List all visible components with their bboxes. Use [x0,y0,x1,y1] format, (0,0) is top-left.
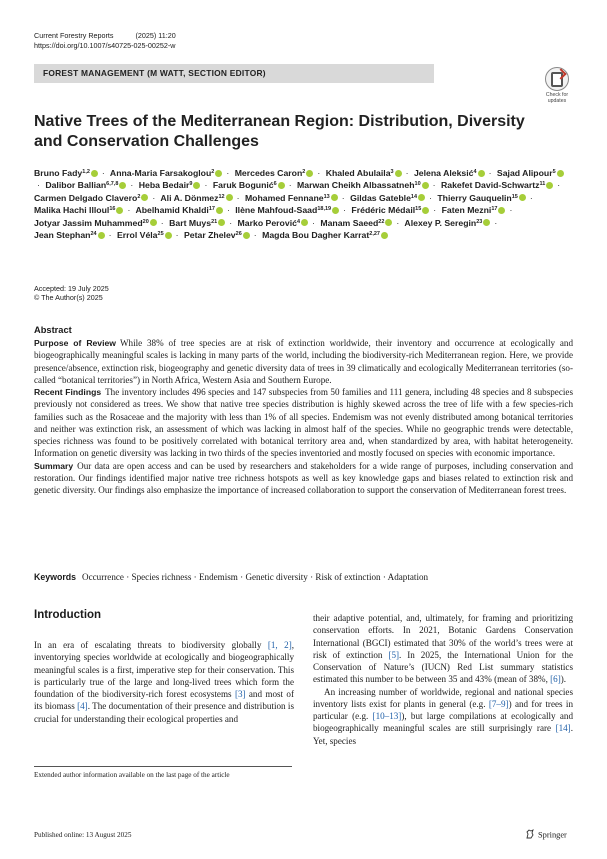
citation-link[interactable]: [7–9] [488,698,509,709]
publisher-name: Springer [538,830,567,840]
author[interactable]: Petar Zhelev$^{26}$ [184,230,251,240]
intro-paragraph-1-cont: their adaptive potential, and, ultimately, for framing and prioritizing conservation efforts. In 2021, Botanic Gardens Conservation International (BGCI) estimated that 30% of the world’s trees were at risk of extinction [5]. In 2025, the International Union for the Conservation of Nature’s (IUCN) Red List summary statistics estimated this number to be between 35 and 43% (mean of 38%, [6]). [313,613,574,685]
orcid-icon[interactable] [418,194,425,201]
check-updates-icon [545,67,569,91]
springer-horse-icon [525,829,535,839]
citation-link[interactable]: [14] [555,723,571,734]
orcid-icon[interactable] [478,170,485,177]
orcid-icon[interactable] [215,170,222,177]
author[interactable]: Jotyar Jassim Muhammed$^{20}$ [34,218,158,228]
orcid-icon[interactable] [278,182,285,189]
keywords-list: Occurrence · Species richness · Endemism · Genetic diversity · Risk of extinction · Adaptation [82,572,429,582]
keyword: Risk of extinction [315,572,381,582]
orcid-icon[interactable] [557,170,564,177]
publisher-logo [525,829,567,840]
intro-paragraph-1: In an era of escalating threats to biodiversity globally [1, 2], inventorying species worldwide at ecologically and biogeographically meaningful scales is a first, imperative step for their conservation. This is particularly true of the large and long-lived trees which form the foundation of the biodiversity-rich forest ecosystems [3] and most of its biomass [4]. The documentation of their presence and distribution is crucial for understanding their ecological properties and [34,640,295,724]
abstract-body [34,337,573,496]
author[interactable]: Mercedes Caron$^2$ [235,168,315,178]
author[interactable]: Thierry Gauquelin$^{15}$ [437,193,526,203]
check-updates-label: Check for updates [545,92,569,104]
author[interactable]: Malika Hachi Illoul$^{16}$ [34,205,124,215]
author[interactable]: Gildas Gateble$^{14}$ [350,193,426,203]
citation-link[interactable]: [3] [234,689,246,699]
orcid-icon[interactable] [331,194,338,201]
orcid-icon[interactable] [116,207,123,214]
orcid-icon[interactable] [306,170,313,177]
orcid-icon[interactable] [226,194,233,201]
orcid-icon[interactable] [216,207,223,214]
orcid-icon[interactable] [498,207,505,214]
author[interactable]: Jean Stephan$^{24}$ [34,230,106,240]
footnote-rule [34,766,292,767]
keyword: Genetic diversity [245,572,308,582]
orcid-icon[interactable] [422,207,429,214]
author[interactable]: Heba Bedair$^9$ [139,180,202,190]
author[interactable]: Alexey P. Seregin$^{23}$ [404,218,491,228]
author[interactable]: Anna-Maria Farsakoglou$^2$ [110,168,223,178]
article-dates [34,284,109,303]
journal-volume: (2025) 11:20 [135,31,176,40]
author-list: Bruno Fady$^{1,2}$ · Anna-Maria Farsakoglou$^2$ · Mercedes Caron$^2$ · Khaled Abulaila$^3$ · Jelena Aleksić$^4$ · Sajad Alipour$^5$· Dalibor Ballian$^{6,7,8}$ · Heba Bedair$^9$ · Faruk Bogunić$^6$ · Marwan Cheikh Albassatneh$^{10}$ · Rakefet David-Schwartz$^{11}$ · Carmen Delgado Clavero$^2$ · Ali A. Dönmez$^{12}$ · Mohamed Fennane$^{13}$ · Gildas Gateble$^{14}$ · Thierry Gauquelin$^{15}$ · Malika Hachi Illoul$^{16}$ · Abelhamid Khaldi$^{17}$ · Ilène Mahfoud-Saad$^{18,19}$ · Frédéric Médail$^{15}$ · Faten Mezni$^{17}$ · Jotyar Jassim Muhammed$^{20}$ · Bart Muys$^{21}$ · Marko Perović$^4$ · Manam Saeed$^{22}$ · Alexey P. Seregin$^{23}$ · Jean Stephan$^{24}$ · Errol Véla$^{25}$ · Petar Zhelev$^{26}$ · Magda Bou Dagher Karrat$^{2,27}$ [34,167,569,241]
author[interactable]: Ilène Mahfoud-Saad$^{18,19}$ [235,205,340,215]
orcid-icon[interactable] [243,232,250,239]
author[interactable]: Marko Perović$^4$ [238,218,309,228]
intro-column-right [313,612,573,747]
abstract-purpose: Purpose of Review While 38% of tree species are at risk of extinction worldwide, their inventory and occurrence at ecologically and biogeographically meaningful scales is lacking in many parts of the world, including the biodiversity-rich Mediterranean region. Here, we provide presence/absence, extinction risk, biogeography and genetic diversity data of trees in 39 climatically and ecologically Mediterranean territories (so-called “botanical territories”) in North Africa, Western Asia and Southern Europe. [34,338,573,385]
citation-link[interactable]: [4] [77,701,88,712]
author[interactable]: Faruk Bogunić$^6$ [213,180,286,190]
author[interactable]: Mohamed Fennane$^{13}$ [245,193,339,203]
introduction-heading: Introduction [34,609,102,621]
citation-link[interactable]: [5] [388,649,400,660]
orcid-icon[interactable] [165,232,172,239]
author[interactable]: Dalibor Ballian$^{6,7,8}$ [45,180,127,190]
orcid-icon[interactable] [422,182,429,189]
abstract-findings: Recent Findings The inventory includes 496 species and 147 subspecies from 50 families and 111 genera, including 48 species and 8 subspecies previously not considered as trees. We show that native tree species distribution is highly skewed across the tree of life with a few species-rich families such as the Rosaceae and the majority with less than 1% of all species. Endemism was not evenly distributed among botanical territories and neither was extinction risk, an assessment of which was lacking in almost half of the species. While no geographic trends were detectable, species richness was found to be positively correlated with botanical territory area and, when standardized by area, with habitat heterogeneity. Information on genetic diversity was lacking in two thirds of the species inventoried and mostly focused on species with economic importance. [34,387,573,459]
author[interactable]: Carmen Delgado Clavero$^2$ [34,193,149,203]
orcid-icon[interactable] [395,170,402,177]
keyword: Endemism [198,572,238,582]
author[interactable]: Sajad Alipour$^5$ [497,168,565,178]
copyright: © The Author(s) 2025 [34,293,103,303]
orcid-icon[interactable] [193,182,200,189]
orcid-icon[interactable] [483,219,490,226]
author[interactable]: Rakefet David-Schwartz$^{11}$ [441,180,554,190]
citation-link[interactable]: [6] [550,674,561,685]
orcid-icon[interactable] [119,182,126,189]
orcid-icon[interactable] [332,207,339,214]
intro-paragraph-2: An increasing number of worldwide, regional and national species inventory lists exist for plants in general (e.g. [7–9]) and for trees in particular (e.g. [10–13]), but large compilations at ecologically and biogeographically meaningful scales are still surprisingly rare [14]. Yet, species [313,686,574,746]
orcid-icon[interactable] [98,232,105,239]
check-for-updates-button[interactable] [540,67,574,103]
author[interactable]: Frédéric Médail$^{15}$ [351,205,430,215]
orcid-icon[interactable] [546,182,553,189]
abstract-heading: Abstract [34,325,72,335]
published-date: Published online: 13 August 2025 [34,831,132,839]
author[interactable]: Khaled Abulaila$^3$ [326,168,403,178]
citation-link[interactable]: [10–13] [372,711,402,721]
author[interactable]: Abelhamid Khaldi$^{17}$ [135,205,224,215]
author[interactable]: Magda Bou Dagher Karrat$^{2,27}$ [262,230,389,240]
author[interactable]: Manam Saeed$^{22}$ [320,218,393,228]
keywords-label: Keywords [34,572,77,582]
journal-header [34,31,198,41]
author[interactable]: Errol Véla$^{25}$ [117,230,173,240]
orcid-icon[interactable] [381,232,388,239]
author[interactable]: Bart Muys$^{21}$ [169,218,226,228]
orcid-icon[interactable] [91,170,98,177]
author[interactable]: Jelena Aleksić$^4$ [414,168,486,178]
article-title: Native Trees of the Mediterranean Region: Distribution, Diversity and Conservation Challenges [34,113,525,150]
intro-column-left [34,639,294,725]
author[interactable]: Marwan Cheikh Albassatneh$^{10}$ [297,180,430,190]
section-bar: FOREST MANAGEMENT (M WATT, SECTION EDITOR) [34,64,434,83]
keywords [34,572,573,582]
doi-link[interactable]: https://doi.org/10.1007/s40725-025-00252-w [34,41,176,50]
accepted-date: Accepted: 19 July 2025 [34,284,109,293]
orcid-icon[interactable] [519,194,526,201]
orcid-icon[interactable] [385,219,392,226]
author[interactable]: Faten Mezni$^{17}$ [442,205,507,215]
author[interactable]: Bruno Fady$^{1,2}$ [34,168,99,178]
abstract-summary: Summary Our data are open access and can be used by researchers and stakeholders for a wide range of purposes, including conservation and restoration. Our findings identified major native tree richness hotspots as well as key knowledge gaps and biases related to extinction risk and genetic diversity. Our findings also emphasize the importance of increased collaboration to support the conservation of Mediterranean forest trees. [34,460,573,495]
keyword: Species richness [131,572,192,582]
orcid-icon[interactable] [141,194,148,201]
footnote: Extended author information available on the last page of the article [34,771,230,779]
keyword: Occurrence [82,572,124,582]
citation-link[interactable]: [1, 2] [267,640,292,650]
orcid-icon[interactable] [301,219,308,226]
keyword: Adaptation [387,572,429,582]
orcid-icon[interactable] [150,219,157,226]
journal-name: Current Forestry Reports [34,31,114,40]
orcid-icon[interactable] [218,219,225,226]
author[interactable]: Ali A. Dönmez$^{12}$ [160,193,233,203]
